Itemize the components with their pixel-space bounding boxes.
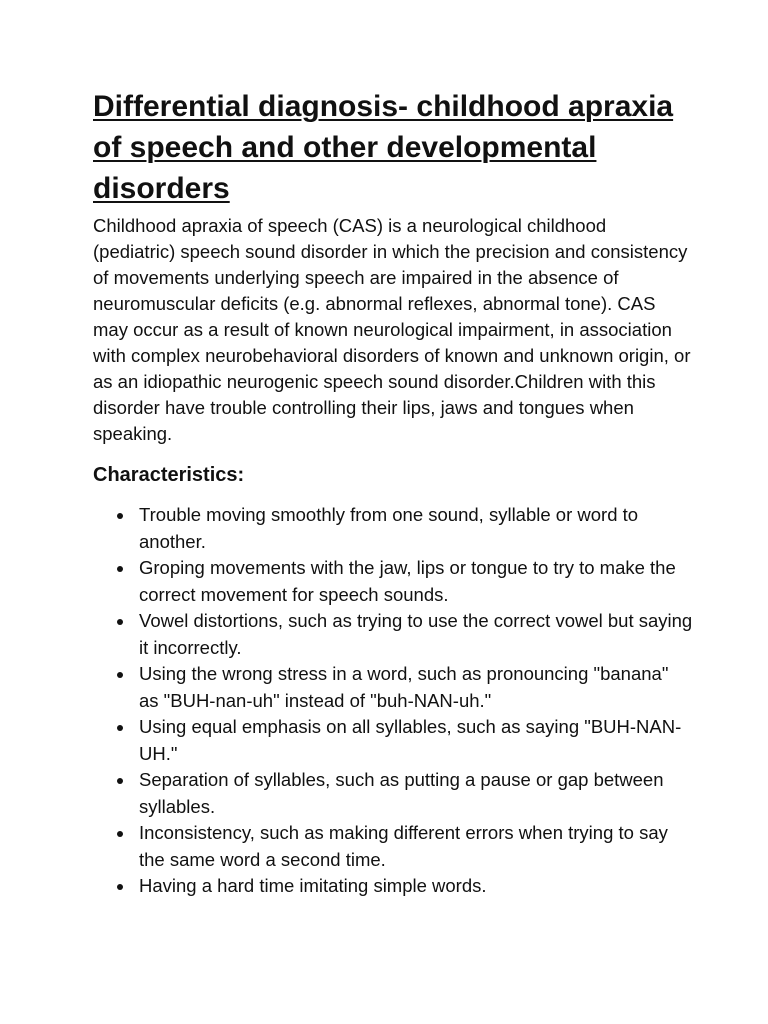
list-item-text: Vowel distortions, such as trying to use the correct vowel but saying it incorrectly.	[139, 610, 693, 658]
list-item	[139, 767, 693, 820]
bullet-icon	[117, 778, 123, 784]
bullet-icon	[117, 672, 123, 678]
document-title: Differential diagnosis- childhood apraxia of speech and other developmental disorders	[93, 90, 674, 205]
list-item	[139, 820, 693, 873]
list-item-text: Having a hard time imitating simple words.	[139, 875, 487, 896]
list-item	[139, 608, 693, 661]
bullet-icon	[117, 725, 123, 731]
list-item	[139, 873, 693, 900]
intro-paragraph: Childhood apraxia of speech (CAS) is a neurological childhood (pediatric) speech sound disorder in which the precision and consistency of movements underlying speech are impaired in the absence of neuromuscular deficits (e.g. abnormal reflexes, abnormal tone). CAS may occur as a result of known neurological impairment, in association with complex neurobehavioral disorders of known and unknown origin, or as an idiopathic neurogenic speech sound disorder.Children with this disorder have trouble controlling their lips, jaws and tongues when speaking.	[93, 215, 691, 444]
bullet-icon	[117, 831, 123, 837]
list-item-text: Using the wrong stress in a word, such as pronouncing "banana" as "BUH-nan-uh" instead of "buh-NAN-uh."	[139, 663, 669, 711]
list-item-text: Using equal emphasis on all syllables, such as saying "BUH-NAN-UH."	[139, 716, 682, 764]
list-item-text: Trouble moving smoothly from one sound, syllable or word to another.	[139, 504, 639, 552]
list-item	[139, 555, 693, 608]
list-item-text: Groping movements with the jaw, lips or tongue to try to make the correct movement for speech sounds.	[139, 557, 676, 605]
characteristics-list	[93, 502, 693, 900]
bullet-icon	[117, 566, 123, 572]
characteristics-heading: Characteristics:	[93, 464, 245, 486]
bullet-icon	[117, 884, 123, 890]
list-item	[139, 661, 693, 714]
bullet-icon	[117, 513, 123, 519]
list-item	[139, 714, 693, 767]
bullet-icon	[117, 619, 123, 625]
list-item-text: Separation of syllables, such as putting a pause or gap between syllables.	[139, 769, 664, 817]
document-page	[93, 86, 693, 900]
list-item-text: Inconsistency, such as making different errors when trying to say the same word a second time.	[139, 822, 668, 870]
list-item	[139, 502, 693, 555]
